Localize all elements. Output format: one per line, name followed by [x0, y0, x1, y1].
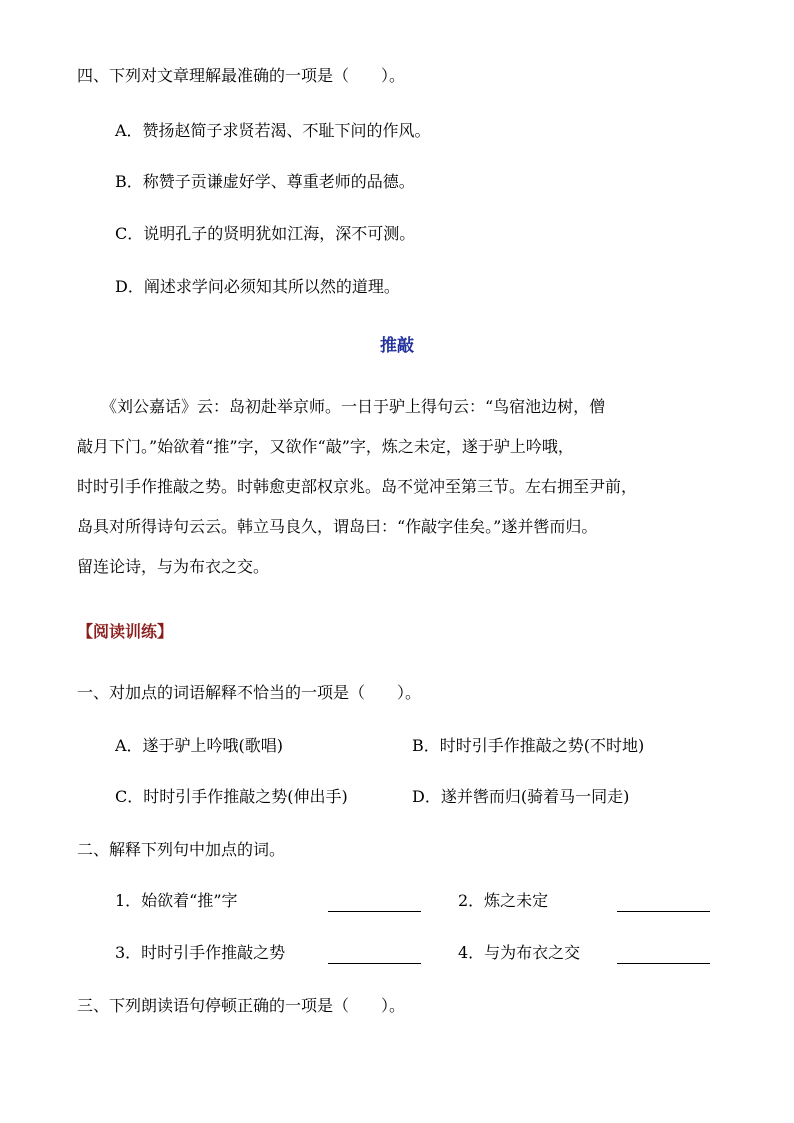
section-heading: 【阅读训练】 [77, 622, 174, 641]
question-2-item-3: 3．时时引手作推敲之势 [115, 943, 286, 962]
question-1-option-a: A．遂于驴上吟哦(歌唱) [115, 736, 284, 755]
question-4-stem: 四、下列对文章理解最准确的一项是（ ）。 [77, 66, 406, 85]
answer-blank-2[interactable] [617, 890, 710, 912]
question-4-option-b: B．称赞子贡谦虚好学、尊重老师的品德。 [115, 172, 415, 191]
question-1-option-d: D．遂并辔而归(骑着马一同走) [412, 787, 630, 806]
question-1-stem: 一、对加点的词语解释不恰当的一项是（ ）。 [77, 683, 422, 702]
passage-title: 推敲 [380, 336, 414, 356]
passage-line-3: 时时引手作推敲之势。时韩愈吏部权京兆。岛不觉冲至第三节。左右拥至尹前， [77, 477, 638, 496]
question-4-option-c: C．说明孔子的贤明犹如江海，深不可测。 [115, 224, 416, 243]
question-1-option-c: C．时时引手作推敲之势(伸出手) [115, 787, 348, 806]
question-2-item-1: 1．始欲着“推”字 [115, 891, 238, 910]
question-1-option-b: B．时时引手作推敲之势(不时地) [412, 736, 645, 755]
question-4-option-d: D．阐述求学问必须知其所以然的道理。 [115, 277, 400, 296]
passage-line-1: 《刘公嘉话》云：岛初赴举京师。一日于驴上得句云：“鸟宿池边树，僧 [77, 397, 606, 416]
passage-line-2: 敲月下门。”始欲着“推”字，又欲作“敲”字，炼之未定，遂于驴上吟哦， [77, 437, 574, 456]
answer-blank-4[interactable] [617, 942, 710, 964]
passage-line-4: 岛具对所得诗句云云。韩立马良久，谓岛曰：“作敲字佳矣。”遂并辔而归。 [77, 517, 598, 536]
answer-blank-1[interactable] [328, 890, 421, 912]
question-2-stem: 二、解释下列句中加点的词。 [77, 840, 286, 859]
question-2-item-2: 2．炼之未定 [458, 891, 549, 910]
question-2-item-4: 4．与为布衣之交 [458, 943, 581, 962]
question-3-stem: 三、下列朗读语句停顿正确的一项是（ ）。 [77, 996, 406, 1015]
question-4-option-a: A．赞扬赵简子求贤若渴、不耻下问的作风。 [115, 121, 431, 140]
answer-blank-3[interactable] [328, 942, 421, 964]
passage-line-5: 留连论诗，与为布衣之交。 [77, 557, 270, 576]
